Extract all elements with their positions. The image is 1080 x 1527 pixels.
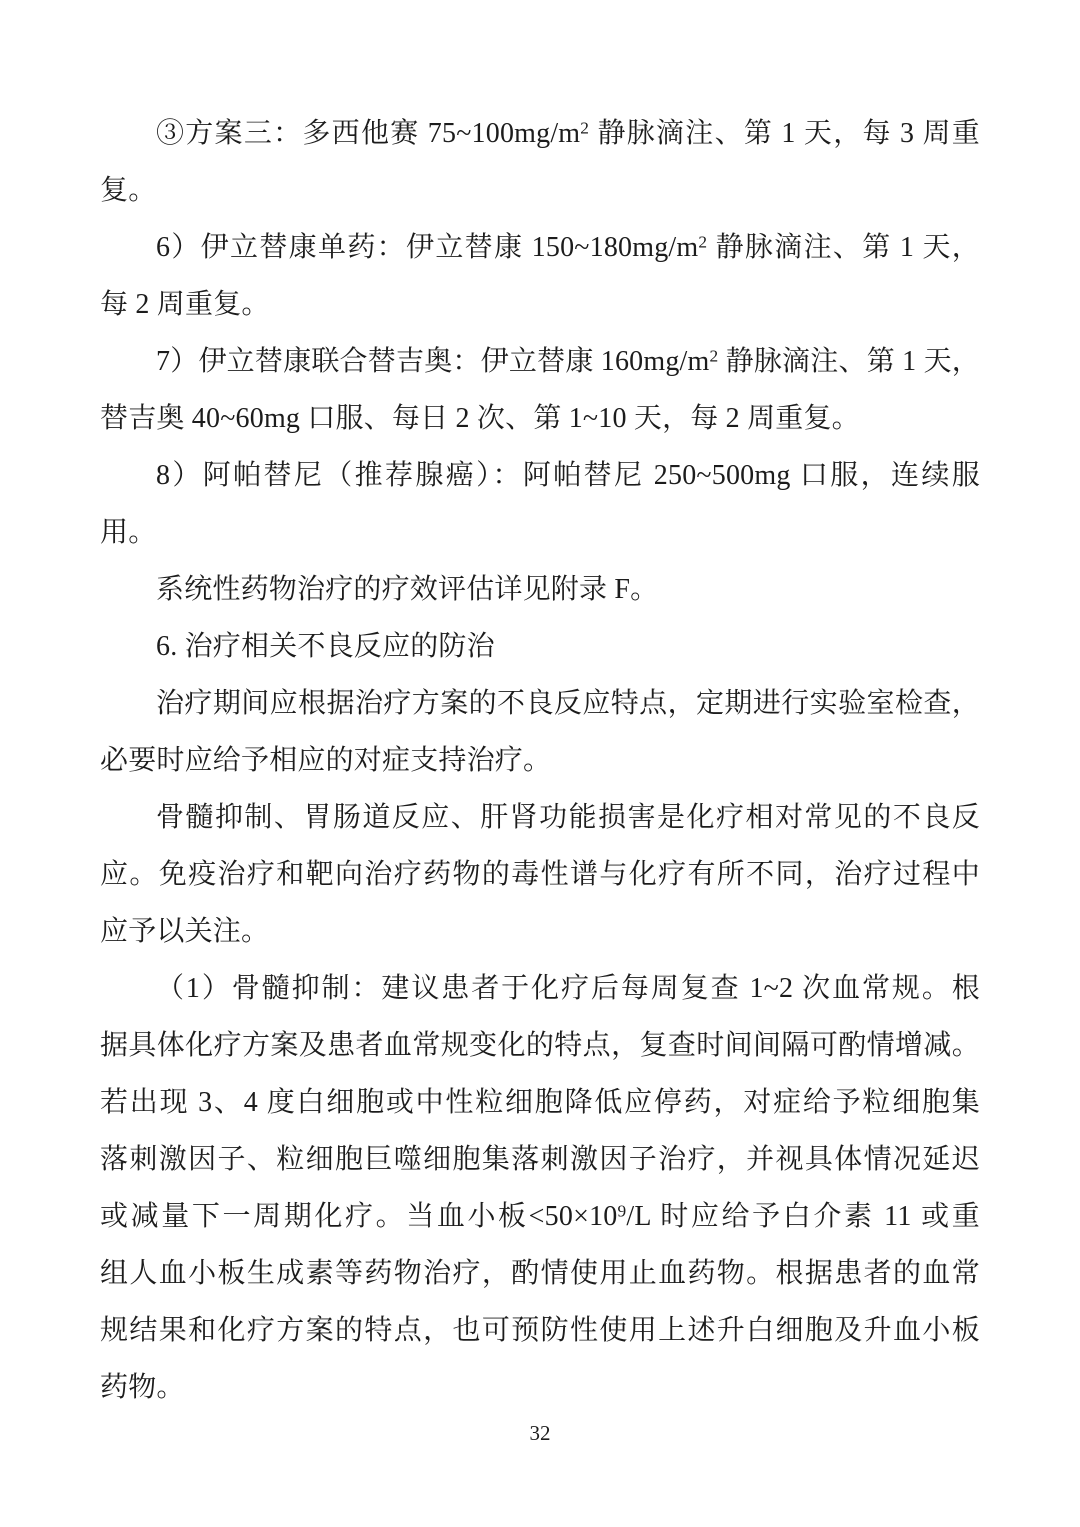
text-line: 应。免疫治疗和靶向治疗药物的毒性谱与化疗有所不同，治疗过程中	[100, 859, 980, 890]
para-7-irinotecan-s1	[100, 333, 980, 447]
text-line: ③方案三：多西他赛 $75\sim 100mg/m^2$ 静脉滴注、第 1 天，每 3 周重	[156, 118, 980, 149]
text-line: 据具体化疗方案及患者血常规变化的特点，复查时间间隔可酌情增减。	[100, 1030, 980, 1061]
text-line: 每 2 周重复。	[100, 289, 270, 320]
text-line: （1）骨髓抑制：建议患者于化疗后每周复查 1~2 次血常规。根	[156, 973, 980, 1004]
text-line: 落刺激因子、粒细胞巨噬细胞集落刺激因子治疗，并视具体情况延迟	[100, 1144, 980, 1175]
para-regimen-3-docetaxel	[100, 105, 980, 219]
text-line: 必要时应给予相应的对症支持治疗。	[100, 745, 552, 776]
para-8-apatinib	[100, 447, 980, 561]
superscript: 2	[580, 118, 590, 138]
page-number: 32	[529, 1421, 551, 1445]
text-line: 替吉奥 40~60mg 口服、每日 2 次、第 1~10 天，每 2 周重复。	[100, 403, 860, 434]
para-lab-monitoring	[100, 675, 980, 789]
text-line: 6. 治疗相关不良反应的防治	[156, 631, 495, 662]
para-common-toxicities	[100, 789, 980, 960]
text-line: 复。	[100, 175, 157, 206]
text-line: 规结果和化疗方案的特点，也可预防性使用上述升白细胞及升血小板	[100, 1315, 980, 1346]
para-1-myelosuppression	[100, 960, 980, 1416]
superscript: 2	[698, 232, 708, 252]
superscript: 9	[617, 1201, 627, 1221]
text-line: 7）伊立替康联合替吉奥：伊立替康 $160mg/m^2$ 静脉滴注、第 1 天，	[156, 346, 980, 377]
page-footer	[0, 1419, 1080, 1447]
text-line: 若出现 3、4 度白细胞或中性粒细胞降低应停药，对症给予粒细胞集	[100, 1087, 980, 1118]
text-line: 骨髓抑制、胃肠道反应、肝肾功能损害是化疗相对常见的不良反	[156, 802, 980, 833]
text-line: 用。	[100, 517, 157, 548]
text-line: 治疗期间应根据治疗方案的不良反应特点，定期进行实验室检查，	[156, 688, 980, 719]
superscript: 2	[709, 346, 719, 366]
para-6-irinotecan-mono	[100, 219, 980, 333]
section-heading-adverse-reactions	[100, 618, 980, 675]
text-line: 组人血小板生成素等药物治疗，酌情使用止血药物。根据患者的血常	[100, 1258, 980, 1289]
text-line: 药物。	[100, 1372, 185, 1403]
document-body	[100, 105, 980, 1416]
text-line: 或减量下一周期化疗。当血小板$<50\times 10^9/L$ 时应给予白介素 11 或重	[100, 1201, 980, 1232]
text-line: 系统性药物治疗的疗效评估详见附录 F。	[156, 574, 659, 605]
para-efficacy-note	[100, 561, 980, 618]
text-line: 8）阿帕替尼（推荐腺癌）：阿帕替尼 250~500mg 口服，连续服	[156, 460, 980, 491]
text-line: 6）伊立替康单药：伊立替康 $150\sim 180mg/m^2$ 静脉滴注、第 1 天，	[156, 232, 980, 263]
text-line: 应予以关注。	[100, 916, 270, 947]
